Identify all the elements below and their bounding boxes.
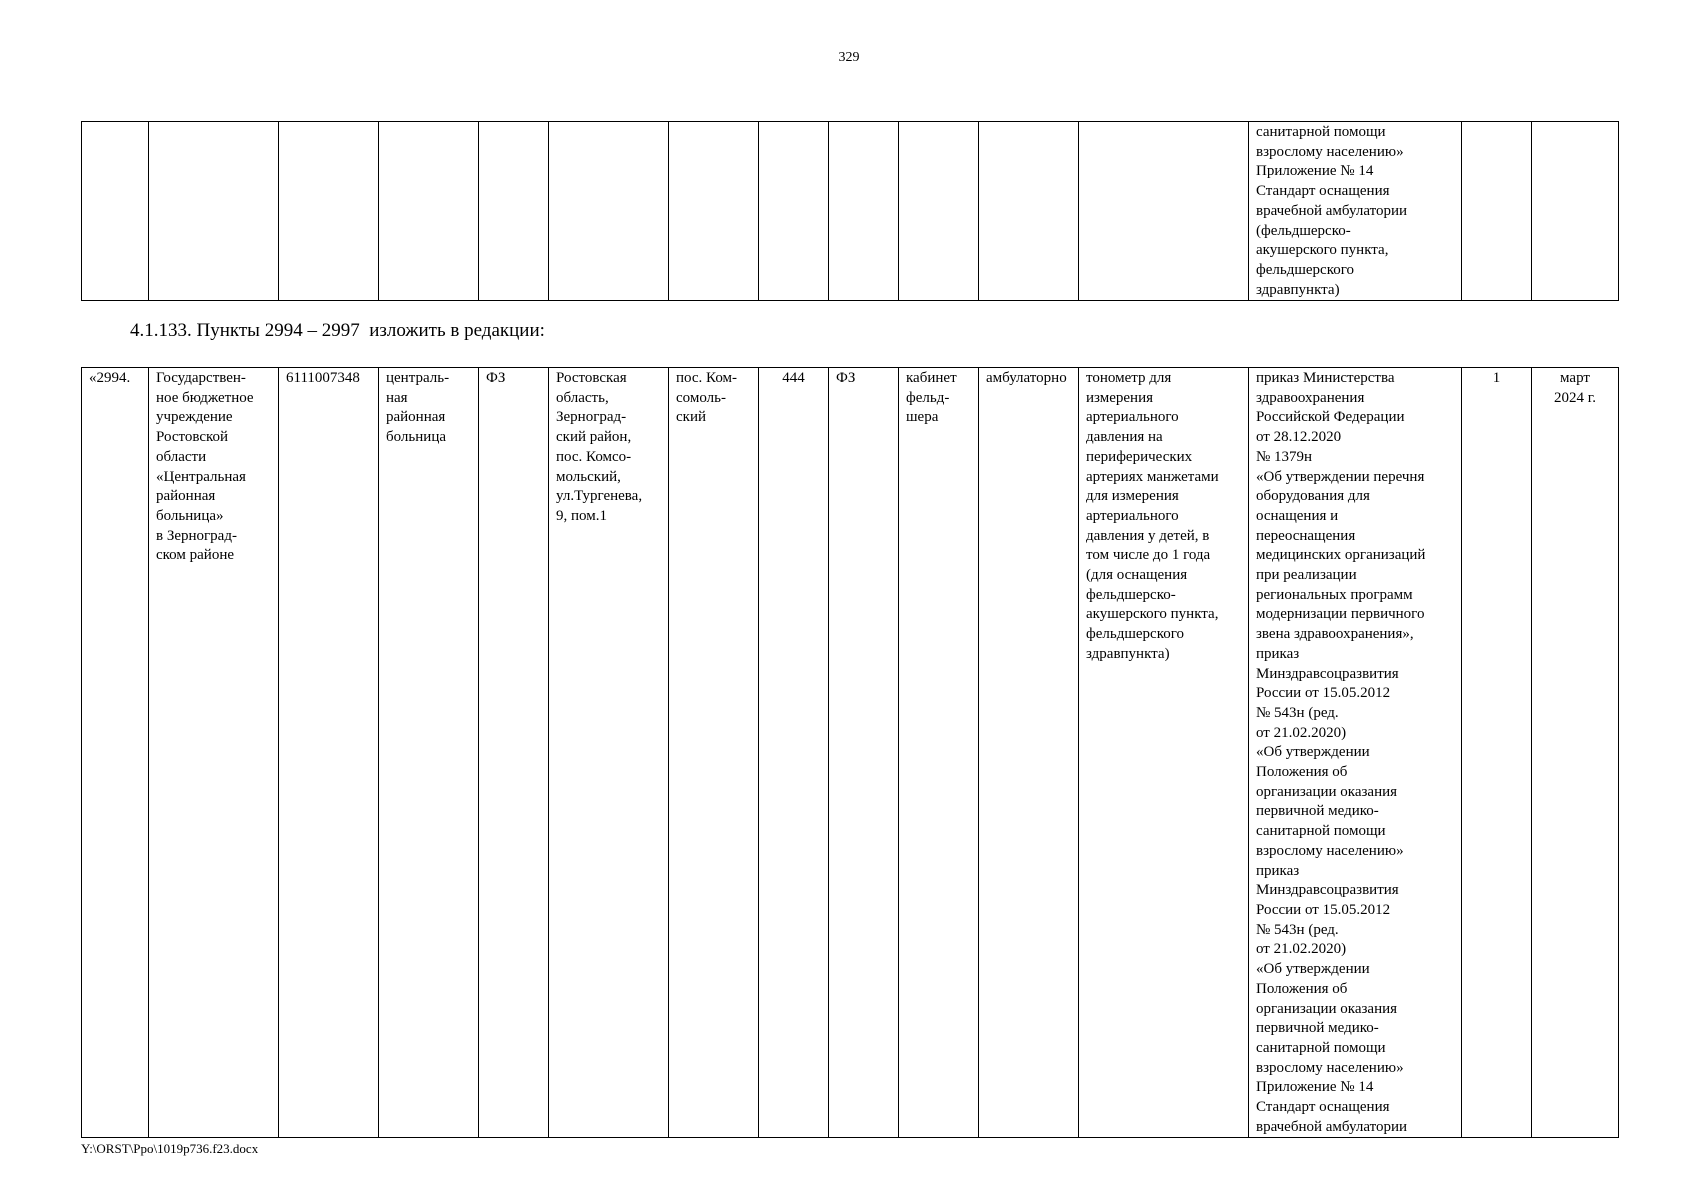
organization-name-cell: Государствен- ное бюджетное учреждение Ростовской области «Центральная районная больница» в Зерноград- ском районе [149, 368, 279, 1138]
item-number-cell: «2994. [82, 368, 149, 1138]
footer-file-path: Y:\ORST\Ppo\1019p736.f23.docx [81, 1141, 259, 1156]
table-cell [979, 122, 1079, 301]
table-cell [479, 122, 549, 301]
legal-basis-cell: приказ Министерства здравоохранения Российской Федерации от 28.12.2020 № 1379н «Об утверждении перечня оборудования для оснащения и переоснащения медицинских организаций при реализации региональных программ модернизации первичного звена здравоохранения», приказ Минздравсоцразвития России от 15.05.2012 № 543н (ред. от 21.02.2020) «Об утверждении Положения об организации оказания первичной медико- санитарной помощи взрослому населению» приказ Минздравсоцразвития России от 15.05.2012 № 543н (ред. от 21.02.2020) «Об утверждении Положения об организации оказания первичной медико- санитарной помощи взрослому населению» Приложение № 14 Стандарт оснащения врачебной амбулатории [1249, 368, 1462, 1138]
table-cell [549, 122, 669, 301]
room-cell: кабинет фельд- шера [899, 368, 979, 1138]
table-cell [829, 122, 899, 301]
population-cell: 444 [759, 368, 829, 1138]
organization-type-cell: централь- ная районная больница [379, 368, 479, 1138]
equipment-name-cell: тонометр для измерения артериального давления на периферических артериях манжетами для измерения артериального давления у детей, в том числе до 1 года (для оснащения фельдшерско- акушерского пункта, фельдшерского здравпункта) [1079, 368, 1249, 1138]
inn-cell: 6111007348 [279, 368, 379, 1138]
table-cell [82, 122, 149, 301]
table-cell [669, 122, 759, 301]
table-cell [1462, 122, 1532, 301]
delivery-date-cell: март 2024 г. [1532, 368, 1619, 1138]
legal-basis-cell: санитарной помощи взрослому населению» Приложение № 14 Стандарт оснащения врачебной амбулатории (фельдшерско- акушерского пункта, фельдшерского здравпункта) [1249, 122, 1462, 301]
quantity-cell: 1 [1462, 368, 1532, 1138]
table-cell [379, 122, 479, 301]
table-row [82, 122, 1619, 301]
table-cell [759, 122, 829, 301]
address-cell: Ростовская область, Зерноград- ский район, пос. Комсо- мольский, ул.Тургенева, 9, пом.1 [549, 368, 669, 1138]
table-cell [279, 122, 379, 301]
section-heading: 4.1.133. Пункты 2994 – 2997 изложить в редакции: [130, 320, 545, 341]
table-cell [1079, 122, 1249, 301]
settlement-cell: пос. Ком- сомоль- ский [669, 368, 759, 1138]
unit-type-cell: ФЗ [479, 368, 549, 1138]
page-number: 329 [838, 50, 860, 65]
table-row [82, 368, 1619, 1138]
continuation-table [81, 121, 1619, 301]
table-cell [899, 122, 979, 301]
care-conditions-cell: амбулаторно [979, 368, 1079, 1138]
table-cell [149, 122, 279, 301]
equipment-table [81, 367, 1619, 1138]
table-cell [1532, 122, 1619, 301]
subdivision-type-cell: ФЗ [829, 368, 899, 1138]
